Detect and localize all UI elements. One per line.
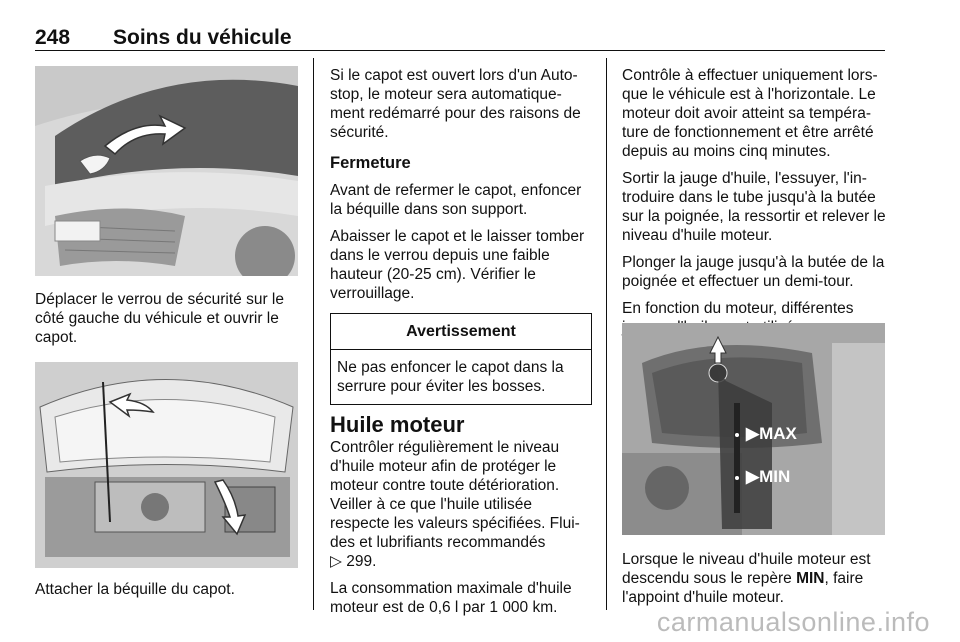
oil-consumption-paragraph: La consommation maximale d'huile moteur est de 0,6 l par 1 000 km. bbox=[330, 580, 572, 616]
column-3-bottom bbox=[622, 550, 886, 615]
dipstick-procedure-paragraph: Sortir la jauge d'huile, l'essuyer, l'in-troduire dans le tube jusqu'à la butée sur la poignée, la ressortir et relever le niveau d'huile moteur. bbox=[622, 170, 886, 244]
hood-prop-illustration bbox=[35, 362, 298, 568]
check-conditions-paragraph: Contrôle à effectuer uniquement lors-que le véhicule est à l'horizontale. Le moteur doit avoir atteint sa tempéra-ture de fonctionnement et être arrêté depuis au moins cinq minutes. bbox=[622, 67, 878, 160]
dipstick-min-label: MIN bbox=[759, 467, 791, 486]
dipstick-variants-paragraph: En fonction du moteur, différentes bbox=[622, 300, 854, 317]
refill-text-end: , faire l'appoint d'huile moteur. bbox=[622, 570, 864, 606]
column-divider-1 bbox=[313, 58, 314, 610]
refill-min-label: MIN bbox=[796, 570, 825, 587]
caption-attach-prop: Attacher la béquille du capot. bbox=[35, 581, 235, 598]
column-3 bbox=[622, 66, 886, 345]
closing-subheading: Fermeture bbox=[330, 154, 411, 172]
column-divider-2 bbox=[606, 58, 607, 610]
reference-arrow-icon: ▷ bbox=[330, 553, 342, 570]
column-2 bbox=[330, 66, 592, 625]
column-1-caption-2 bbox=[35, 580, 305, 607]
warning-body: Ne pas enfoncer le capot dans la serrure pour éviter les bosses. bbox=[337, 359, 564, 395]
dipstick-turn-paragraph: Plonger la jauge jusqu'à la butée de la poignée et effectuer un demi-tour. bbox=[622, 254, 885, 290]
closing-paragraph-2: Abaisser le capot et le laisser tomber dans le verrou depuis une faible hauteur (20-25 cm). Vérifier le verrouillage. bbox=[330, 228, 585, 302]
warning-title: Avertissement bbox=[331, 314, 591, 350]
page-number: 248 bbox=[35, 26, 71, 49]
min-arrow-icon: ▶ bbox=[746, 467, 760, 486]
oil-check-paragraph: Contrôler régulièrement le niveau d'huile moteur afin de protéger le moteur contre toute détérioration. Veiller à ce que l'huile utilisée respecte les valeurs spécifiées. Flui-des et lubrifiants recommandés bbox=[330, 439, 580, 551]
autostop-paragraph: Si le capot est ouvert lors d'un Auto-stop, le moteur sera automatique-ment redémarré pour des raisons de sécurité. bbox=[330, 67, 581, 141]
dipstick-min-mark bbox=[746, 467, 790, 487]
max-arrow-icon: ▶ bbox=[746, 424, 760, 443]
section-title: Soins du véhicule bbox=[113, 26, 292, 49]
hood-opening-illustration bbox=[35, 66, 298, 276]
warning-box bbox=[330, 313, 592, 405]
page-reference bbox=[330, 552, 592, 571]
engine-dipstick-illustration bbox=[622, 323, 885, 535]
caption-unlock-hood: Déplacer le verrou de sécurité sur le côté gauche du véhicule et ouvrir le capot. bbox=[35, 291, 284, 346]
refill-paragraph bbox=[622, 550, 886, 607]
refill-text-start: Lorsque le niveau d'huile moteur est descendu sous le repère bbox=[622, 551, 871, 587]
engine-oil-heading: Huile moteur bbox=[330, 412, 465, 437]
dipstick-max-mark bbox=[746, 424, 797, 444]
dipstick-max-label: MAX bbox=[759, 424, 797, 443]
closing-paragraph-1: Avant de refermer le capot, enfoncer la béquille dans son support. bbox=[330, 182, 582, 218]
watermark: carmanualsonline.info bbox=[656, 607, 930, 637]
reference-page[interactable]: 299. bbox=[346, 553, 377, 570]
column-1-caption-1 bbox=[35, 290, 305, 355]
page-header bbox=[35, 24, 885, 51]
